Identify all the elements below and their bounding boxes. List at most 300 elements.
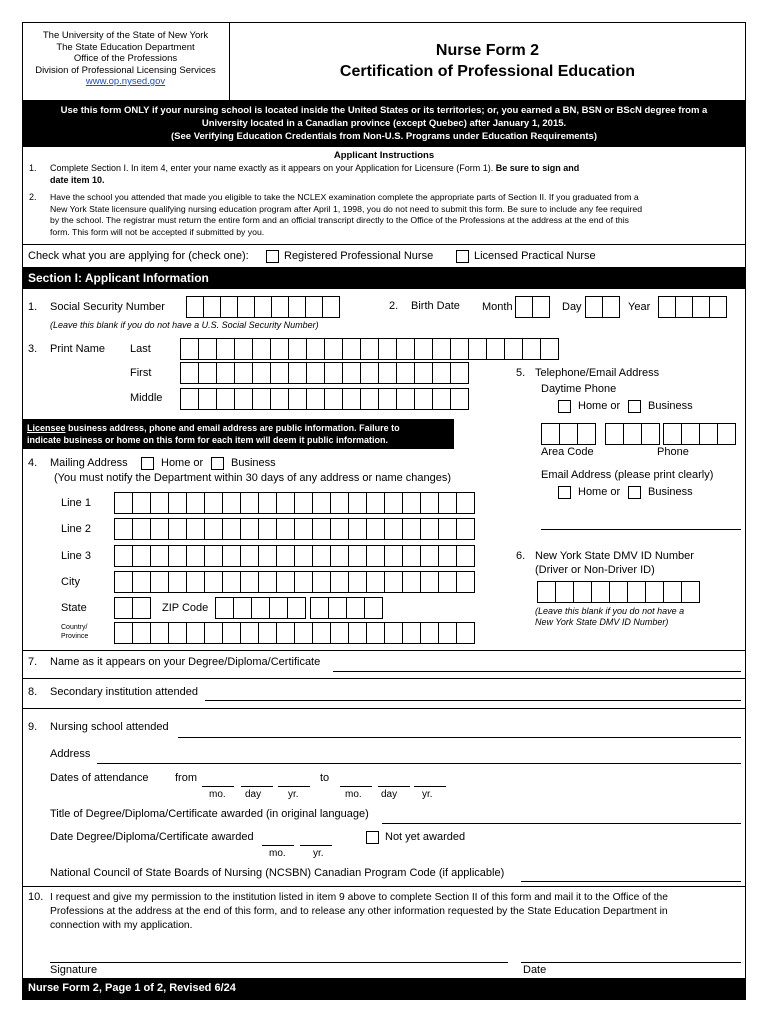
character-box[interactable] <box>450 388 469 410</box>
character-box[interactable] <box>420 518 439 540</box>
character-box[interactable] <box>168 571 187 593</box>
character-box[interactable] <box>456 622 475 644</box>
character-box[interactable] <box>186 492 205 514</box>
practical-nurse-checkbox[interactable] <box>456 250 469 263</box>
character-box[interactable] <box>203 296 221 318</box>
character-box[interactable] <box>132 597 151 619</box>
signature-input[interactable] <box>50 962 508 963</box>
address-line2-input[interactable] <box>114 518 474 540</box>
character-box[interactable] <box>414 388 433 410</box>
character-box[interactable] <box>222 492 241 514</box>
character-box[interactable] <box>310 597 329 619</box>
agency-line: Office of the Professions <box>73 53 178 64</box>
character-box[interactable] <box>252 388 271 410</box>
character-box[interactable] <box>312 518 331 540</box>
item-number: 4. <box>28 457 38 469</box>
character-box[interactable] <box>240 518 259 540</box>
character-box[interactable] <box>270 338 289 360</box>
ssn-label: Social Security Number <box>50 301 165 313</box>
yr-label: yr. <box>288 789 299 800</box>
character-box[interactable] <box>504 338 523 360</box>
character-box[interactable] <box>348 622 367 644</box>
character-box[interactable] <box>366 622 385 644</box>
character-box[interactable] <box>438 571 457 593</box>
character-box[interactable] <box>240 545 259 567</box>
character-box[interactable] <box>396 338 415 360</box>
character-box[interactable] <box>132 518 151 540</box>
character-box[interactable] <box>240 571 259 593</box>
character-box[interactable] <box>186 545 205 567</box>
character-box[interactable] <box>324 338 343 360</box>
character-box[interactable] <box>585 296 603 318</box>
character-box[interactable] <box>276 622 295 644</box>
character-box[interactable] <box>328 597 347 619</box>
character-box[interactable] <box>276 545 295 567</box>
character-box[interactable] <box>450 362 469 384</box>
character-box[interactable] <box>384 492 403 514</box>
character-box[interactable] <box>252 362 271 384</box>
character-box[interactable] <box>559 423 578 445</box>
character-box[interactable] <box>348 571 367 593</box>
character-box[interactable] <box>384 571 403 593</box>
area-code-input[interactable] <box>541 423 595 445</box>
character-box[interactable] <box>258 545 277 567</box>
to-label: to <box>320 772 330 784</box>
character-box[interactable] <box>222 518 241 540</box>
from-day-input[interactable] <box>241 786 273 787</box>
degree-title-label: Title of Degree/Diploma/Certificate awarded (in original language) <box>50 808 369 820</box>
awarded-month-input[interactable] <box>262 845 294 846</box>
phone-label: Phone <box>657 446 689 458</box>
birth-month-input[interactable] <box>515 296 549 318</box>
character-box[interactable] <box>305 296 323 318</box>
not-yet-awarded-checkbox[interactable] <box>366 831 379 844</box>
character-box[interactable] <box>402 571 421 593</box>
instruction-line: Have the school you attended that made you eligible to take the NCLEX examination complete the appropriate parts of Section II. If you graduated from a <box>50 192 639 202</box>
character-box[interactable] <box>402 518 421 540</box>
character-box[interactable] <box>186 296 204 318</box>
character-box[interactable] <box>233 597 252 619</box>
yr-label: yr. <box>422 789 433 800</box>
item-number: 1. <box>28 301 38 313</box>
character-box[interactable] <box>348 492 367 514</box>
character-box[interactable] <box>330 545 349 567</box>
mo-label: mo. <box>345 789 362 800</box>
first-name-input[interactable] <box>180 362 468 384</box>
instruction-emphasis: date item 10. <box>50 174 105 185</box>
character-box[interactable] <box>342 362 361 384</box>
character-box[interactable] <box>432 388 451 410</box>
character-box[interactable] <box>168 545 187 567</box>
character-box[interactable] <box>269 597 288 619</box>
character-box[interactable] <box>204 518 223 540</box>
state-input[interactable] <box>114 597 150 619</box>
character-box[interactable] <box>132 545 151 567</box>
city-input[interactable] <box>114 571 474 593</box>
last-name-label: Last <box>130 343 151 355</box>
character-box[interactable] <box>220 296 238 318</box>
to-day-input[interactable] <box>378 786 410 787</box>
divider <box>22 678 746 679</box>
character-box[interactable] <box>306 388 325 410</box>
character-box[interactable] <box>609 581 628 603</box>
character-box[interactable] <box>348 518 367 540</box>
character-box[interactable] <box>312 545 331 567</box>
character-box[interactable] <box>168 518 187 540</box>
character-box[interactable] <box>396 362 415 384</box>
character-box[interactable] <box>186 622 205 644</box>
business-label: Business <box>231 457 276 469</box>
character-box[interactable] <box>168 622 187 644</box>
character-box[interactable] <box>114 545 133 567</box>
character-box[interactable] <box>114 518 133 540</box>
character-box[interactable] <box>541 423 560 445</box>
character-box[interactable] <box>605 423 624 445</box>
character-box[interactable] <box>486 338 505 360</box>
character-box[interactable] <box>438 545 457 567</box>
character-box[interactable] <box>114 492 133 514</box>
character-box[interactable] <box>186 518 205 540</box>
instruction-number: 1. <box>29 163 37 173</box>
character-box[interactable] <box>276 518 295 540</box>
home-or-label: Home or <box>578 486 621 498</box>
character-box[interactable] <box>258 622 277 644</box>
zip-extension-input[interactable] <box>310 597 382 619</box>
character-box[interactable] <box>438 518 457 540</box>
mail-home-checkbox[interactable] <box>141 457 154 470</box>
country-label-line: Country/ <box>61 624 88 631</box>
character-box[interactable] <box>364 597 383 619</box>
character-box[interactable] <box>240 622 259 644</box>
instructions-title: Applicant Instructions <box>333 150 435 161</box>
character-box[interactable] <box>254 296 272 318</box>
item-number: 7. <box>28 656 38 668</box>
character-box[interactable] <box>360 338 379 360</box>
character-box[interactable] <box>699 423 718 445</box>
character-box[interactable] <box>222 622 241 644</box>
from-month-input[interactable] <box>202 786 234 787</box>
character-box[interactable] <box>577 423 596 445</box>
character-box[interactable] <box>234 338 253 360</box>
character-box[interactable] <box>294 492 313 514</box>
character-box[interactable] <box>258 571 277 593</box>
licensee-word: Licensee <box>27 423 66 433</box>
character-box[interactable] <box>366 492 385 514</box>
character-box[interactable] <box>258 492 277 514</box>
mail-business-checkbox[interactable] <box>211 457 224 470</box>
character-box[interactable] <box>378 362 397 384</box>
character-box[interactable] <box>414 362 433 384</box>
character-box[interactable] <box>198 362 217 384</box>
character-box[interactable] <box>384 622 403 644</box>
character-box[interactable] <box>456 571 475 593</box>
character-box[interactable] <box>420 545 439 567</box>
awarded-year-input[interactable] <box>300 845 332 846</box>
character-box[interactable] <box>402 622 421 644</box>
character-box[interactable] <box>288 388 307 410</box>
date-awarded-label: Date Degree/Diploma/Certificate awarded <box>50 831 254 843</box>
nursing-school-input[interactable] <box>178 737 741 738</box>
character-box[interactable] <box>602 296 620 318</box>
phone-prefix-input[interactable] <box>605 423 659 445</box>
instruction-text: Complete Section I. In item 4, enter your name exactly as it appears on your Application for Licensure (Form 1). <box>50 163 494 173</box>
agency-line: Division of Professional Licensing Services <box>35 64 216 76</box>
address-line3-input[interactable] <box>114 545 474 567</box>
character-box[interactable] <box>414 338 433 360</box>
character-box[interactable] <box>251 597 270 619</box>
email-label: Email Address (please print clearly) <box>541 469 714 481</box>
to-year-input[interactable] <box>414 786 446 787</box>
character-box[interactable] <box>456 492 475 514</box>
character-box[interactable] <box>204 622 223 644</box>
character-box[interactable] <box>384 518 403 540</box>
instruction-line: form. This form will not be accepted if submitted by you. <box>50 226 265 237</box>
character-box[interactable] <box>204 492 223 514</box>
email-home-checkbox[interactable] <box>558 486 571 499</box>
character-box[interactable] <box>438 492 457 514</box>
character-box[interactable] <box>198 388 217 410</box>
ssn-input[interactable] <box>186 296 339 318</box>
character-box[interactable] <box>132 571 151 593</box>
form-subtitle: Certification of Professional Education <box>339 63 636 80</box>
ssn-note: (Leave this blank if you do not have a U.S. Social Security Number) <box>50 320 319 330</box>
character-box[interactable] <box>378 338 397 360</box>
character-box[interactable] <box>324 362 343 384</box>
home-or-label: Home or <box>578 400 621 412</box>
character-box[interactable] <box>150 518 169 540</box>
character-box[interactable] <box>681 581 700 603</box>
character-box[interactable] <box>204 571 223 593</box>
character-box[interactable] <box>270 362 289 384</box>
address-line1-label: Line 1 <box>61 497 91 509</box>
zip-input[interactable] <box>215 597 305 619</box>
character-box[interactable] <box>215 597 234 619</box>
character-box[interactable] <box>322 296 340 318</box>
character-box[interactable] <box>294 518 313 540</box>
character-box[interactable] <box>366 518 385 540</box>
address-label: Address <box>50 748 91 760</box>
character-box[interactable] <box>222 571 241 593</box>
character-box[interactable] <box>288 362 307 384</box>
character-box[interactable] <box>312 492 331 514</box>
character-box[interactable] <box>276 492 295 514</box>
instruction-item-1 <box>50 163 740 186</box>
character-box[interactable] <box>366 545 385 567</box>
character-box[interactable] <box>346 597 365 619</box>
character-box[interactable] <box>252 338 271 360</box>
character-box[interactable] <box>438 622 457 644</box>
character-box[interactable] <box>555 581 574 603</box>
item-number: 6. <box>516 550 526 562</box>
character-box[interactable] <box>663 423 682 445</box>
character-box[interactable] <box>114 571 133 593</box>
character-box[interactable] <box>306 338 325 360</box>
character-box[interactable] <box>180 362 199 384</box>
character-box[interactable] <box>348 545 367 567</box>
character-box[interactable] <box>522 338 541 360</box>
email-business-checkbox[interactable] <box>628 486 641 499</box>
character-box[interactable] <box>150 545 169 567</box>
character-box[interactable] <box>366 571 385 593</box>
email-input[interactable] <box>541 529 741 530</box>
character-box[interactable] <box>675 296 693 318</box>
date-input[interactable] <box>521 962 741 963</box>
character-box[interactable] <box>234 388 253 410</box>
character-box[interactable] <box>288 296 306 318</box>
character-box[interactable] <box>420 571 439 593</box>
character-box[interactable] <box>627 581 646 603</box>
character-box[interactable] <box>150 492 169 514</box>
character-box[interactable] <box>234 362 253 384</box>
character-box[interactable] <box>360 362 379 384</box>
character-box[interactable] <box>216 388 235 410</box>
character-box[interactable] <box>468 338 487 360</box>
character-box[interactable] <box>330 622 349 644</box>
character-box[interactable] <box>342 338 361 360</box>
birth-day-input[interactable] <box>585 296 619 318</box>
character-box[interactable] <box>324 388 343 410</box>
birth-year-input[interactable] <box>658 296 726 318</box>
phone-home-checkbox[interactable] <box>558 400 571 413</box>
character-box[interactable] <box>384 545 403 567</box>
dmv-sublabel: (Driver or Non-Driver ID) <box>535 564 655 576</box>
month-label: Month <box>482 301 513 313</box>
registered-nurse-label: Registered Professional Nurse <box>284 250 434 262</box>
item-number: 8. <box>28 686 38 698</box>
registered-nurse-checkbox[interactable] <box>266 250 279 263</box>
character-box[interactable] <box>540 338 559 360</box>
public-info-notice <box>22 419 454 449</box>
school-address-input[interactable] <box>97 763 741 764</box>
secondary-institution-input[interactable] <box>205 700 741 701</box>
from-year-input[interactable] <box>278 786 310 787</box>
agency-line: The State Education Department <box>56 41 195 53</box>
character-box[interactable] <box>312 622 331 644</box>
instruction-item-2 <box>50 192 745 238</box>
character-box[interactable] <box>402 492 421 514</box>
character-box[interactable] <box>532 296 550 318</box>
character-box[interactable] <box>456 545 475 567</box>
degree-name-input[interactable] <box>333 671 741 672</box>
nursing-school-label: Nursing school attended <box>50 721 169 733</box>
character-box[interactable] <box>222 545 241 567</box>
to-month-input[interactable] <box>340 786 372 787</box>
country-input[interactable] <box>114 622 474 644</box>
character-box[interactable] <box>450 338 469 360</box>
character-box[interactable] <box>287 597 306 619</box>
character-box[interactable] <box>132 622 151 644</box>
phone-business-checkbox[interactable] <box>628 400 641 413</box>
agency-link[interactable]: www.op.nysed.gov <box>85 76 166 87</box>
character-box[interactable] <box>709 296 727 318</box>
character-box[interactable] <box>658 296 676 318</box>
character-box[interactable] <box>378 388 397 410</box>
character-box[interactable] <box>240 492 259 514</box>
ncsbn-code-input[interactable] <box>521 881 741 882</box>
character-box[interactable] <box>150 571 169 593</box>
character-box[interactable] <box>641 423 660 445</box>
divider <box>22 650 746 651</box>
notice-line: Use this form ONLY if your nursing school is located inside the United States or its territories; or, you earned a BN, BSN or BScN degree from a <box>60 105 708 116</box>
city-label: City <box>61 576 80 588</box>
permission-statement <box>50 891 668 933</box>
home-or-label: Home or <box>161 457 204 469</box>
character-box[interactable] <box>216 338 235 360</box>
character-box[interactable] <box>150 622 169 644</box>
instruction-emphasis: Be sure to sign and <box>495 163 580 173</box>
character-box[interactable] <box>515 296 533 318</box>
phone-number-input[interactable] <box>663 423 735 445</box>
character-box[interactable] <box>114 622 133 644</box>
degree-title-input[interactable] <box>382 823 741 824</box>
character-box[interactable] <box>591 581 610 603</box>
character-box[interactable] <box>645 581 664 603</box>
character-box[interactable] <box>132 492 151 514</box>
character-box[interactable] <box>306 362 325 384</box>
character-box[interactable] <box>342 388 361 410</box>
mailing-address-label: Mailing Address <box>50 457 128 469</box>
character-box[interactable] <box>432 362 451 384</box>
character-box[interactable] <box>330 492 349 514</box>
character-box[interactable] <box>204 545 223 567</box>
character-box[interactable] <box>270 388 289 410</box>
province-label-line: Province <box>61 633 89 640</box>
character-box[interactable] <box>456 518 475 540</box>
character-box[interactable] <box>623 423 642 445</box>
character-box[interactable] <box>663 581 682 603</box>
character-box[interactable] <box>312 571 331 593</box>
middle-name-input[interactable] <box>180 388 468 410</box>
character-box[interactable] <box>402 545 421 567</box>
character-box[interactable] <box>681 423 700 445</box>
item-number: 5. <box>516 367 526 379</box>
character-box[interactable] <box>114 597 133 619</box>
character-box[interactable] <box>168 492 187 514</box>
date-label: Date <box>523 964 547 976</box>
character-box[interactable] <box>432 338 451 360</box>
character-box[interactable] <box>198 338 217 360</box>
character-box[interactable] <box>294 622 313 644</box>
character-box[interactable] <box>692 296 710 318</box>
character-box[interactable] <box>537 581 556 603</box>
character-box[interactable] <box>186 571 205 593</box>
character-box[interactable] <box>288 338 307 360</box>
character-box[interactable] <box>294 571 313 593</box>
character-box[interactable] <box>420 622 439 644</box>
character-box[interactable] <box>420 492 439 514</box>
character-box[interactable] <box>271 296 289 318</box>
character-box[interactable] <box>330 571 349 593</box>
character-box[interactable] <box>717 423 736 445</box>
character-box[interactable] <box>180 338 199 360</box>
address-line1-input[interactable] <box>114 492 474 514</box>
character-box[interactable] <box>180 388 199 410</box>
character-box[interactable] <box>216 362 235 384</box>
character-box[interactable] <box>294 545 313 567</box>
dmv-id-input[interactable] <box>537 581 699 603</box>
character-box[interactable] <box>330 518 349 540</box>
day-label: Day <box>562 301 582 313</box>
character-box[interactable] <box>360 388 379 410</box>
agency-block <box>22 30 229 88</box>
character-box[interactable] <box>258 518 277 540</box>
dmv-note: (Leave this blank if you do not have a <box>535 606 685 616</box>
character-box[interactable] <box>276 571 295 593</box>
character-box[interactable] <box>396 388 415 410</box>
character-box[interactable] <box>573 581 592 603</box>
character-box[interactable] <box>237 296 255 318</box>
last-name-input[interactable] <box>180 338 558 360</box>
